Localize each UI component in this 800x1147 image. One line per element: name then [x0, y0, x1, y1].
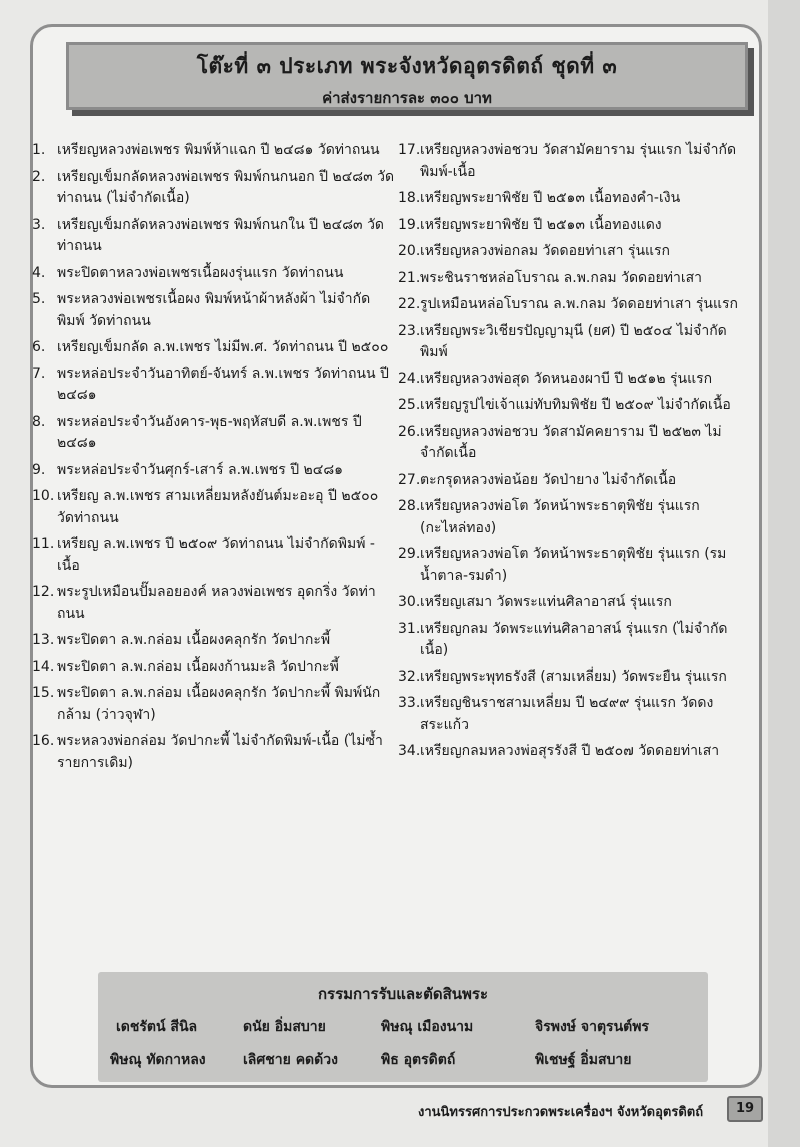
footer-text: งานนิทรรศการประกวดพระเครื่องฯ จังหวัดอุตรดิตถ์ [418, 1105, 704, 1120]
header-banner [66, 42, 748, 110]
committee-member: เลิศชาย คดด้วง [243, 1052, 338, 1068]
item-number: 1. [32, 142, 46, 158]
item-number: 26. [398, 423, 421, 440]
list-item [32, 460, 397, 482]
item-text: ตะกรุดหลวงพ่อน้อย วัดป่ายาง ไม่จำกัดเนื้อ [420, 471, 677, 488]
committee-member: พิเชษฐ์ อิ่มสบาย [535, 1052, 632, 1068]
list-item [398, 321, 743, 364]
list-item [398, 395, 743, 417]
item-number: 30. [398, 594, 421, 610]
item-text: รูปเหมือนหล่อโบราณ ล.พ.กลม วัดดอยท่าเสา รุ่นแรก [420, 296, 739, 312]
list-item [398, 294, 743, 316]
item-text: เหรียญเสมา วัดพระแท่นศิลาอาสน์ รุ่นแรก [420, 594, 672, 610]
list-item [398, 544, 743, 587]
item-number: 12. [32, 584, 55, 600]
item-text: เหรียญพระยาพิชัย ปี ๒๕๑๓ เนื้อทองแดง [420, 216, 662, 233]
item-number: 21. [398, 269, 421, 286]
item-text: เหรียญหลวงพ่อชวบ วัดสามัคคยาราม ปี ๒๕๒๓ ไม่จำกัดเนื้อ [420, 423, 722, 461]
item-text: พระหล่อประจำวันอาทิตย์-จันทร์ ล.พ.เพชร วัดท่าถนน ปี ๒๔๘๑ [57, 365, 389, 403]
list-item [32, 263, 397, 285]
item-number: 17. [398, 142, 421, 158]
item-text: เหรียญหลวงพ่อโต วัดหน้าพระธาตุพิชัย รุ่นแรก (รมน้ำตาล-รมดำ) [420, 546, 727, 584]
committee-box [98, 972, 708, 1082]
page-title: โต๊ะที่ ๓ ประเภท พระจังหวัดอุตรดิตถ์ ชุดที่ ๓ [196, 54, 618, 78]
item-number: 14. [32, 658, 55, 675]
committee-member: เดชรัตน์ สีนิล [116, 1019, 198, 1035]
list-item [398, 619, 743, 662]
item-text: พระปิดตาหลวงพ่อเพชรเนื้อผงรุ่นแรก วัดท่าถนน [57, 264, 344, 281]
item-number: 13. [32, 632, 55, 648]
item-number: 28. [398, 498, 421, 514]
item-number: 23. [398, 322, 421, 339]
list-item [32, 364, 397, 407]
item-text: พระหลวงพ่อกล่อม วัดปากะพี้ ไม่จำกัดพิมพ์-เนื้อ (ไม่ซ้ำรายการเดิม) [57, 733, 383, 771]
list-item [398, 470, 743, 492]
item-text: พระหล่อประจำวันอังคาร-พุธ-พฤหัสบดี ล.พ.เพชร ปี ๒๔๘๑ [57, 413, 362, 451]
list-item [398, 215, 743, 237]
item-text: เหรียญเข็มกลัดหลวงพ่อเพชร พิมพ์กนกใน ปี ๒๔๘๓ วัดท่าถนน [57, 216, 385, 254]
list-item [398, 592, 743, 614]
item-number: 18. [398, 190, 421, 206]
item-text: เหรียญ ล.พ.เพชร ปี ๒๕๐๙ วัดท่าถนน ไม่จำกัดพิมพ์ - เนื้อ [57, 536, 375, 574]
item-number: 7. [32, 365, 46, 382]
list-item [32, 683, 397, 726]
list-item [32, 534, 397, 577]
list-item [32, 140, 397, 162]
list-item [32, 486, 397, 529]
item-number: 32. [398, 668, 421, 685]
list-item [32, 731, 397, 774]
list-item [32, 289, 397, 332]
committee-member: พิษณุ เมืองนาม [381, 1019, 474, 1035]
item-text: เหรียญหลวงพ่อสุด วัดหนองผาบี ปี ๒๕๑๒ รุ่นแรก [420, 370, 713, 387]
item-number: 15. [32, 685, 55, 701]
item-text: พระชินราชหล่อโบราณ ล.พ.กลม วัดดอยท่าเสา [420, 269, 703, 286]
item-number: 9. [32, 461, 46, 478]
committee-member: ดนัย อิ่มสบาย [243, 1019, 326, 1035]
item-number: 11. [32, 536, 55, 552]
item-text: พระปิดตา ล.พ.กล่อม เนื้อผงคลุกรัก วัดปากะพี้ [57, 632, 331, 648]
list-item [32, 412, 397, 455]
item-number: 2. [32, 168, 46, 185]
page-number: 19 [727, 1096, 763, 1122]
item-text: พระรูปเหมือนปั๊มลอยองค์ หลวงพ่อเพชร อุดกริ่ง วัดท่าถนน [57, 584, 376, 622]
item-number: 25. [398, 397, 421, 413]
item-text: เหรียญกลมหลวงพ่อสุรรังสี ปี ๒๕๐๗ วัดดอยท่าเสา [420, 743, 720, 759]
item-number: 20. [398, 243, 421, 259]
item-number: 4. [32, 264, 46, 281]
item-number: 29. [398, 546, 421, 562]
item-text: เหรียญเข็มกลัดหลวงพ่อเพชร พิมพ์กนกนอก ปี ๒๔๘๓ วัดท่าถนน (ไม่จำกัดเนื้อ) [57, 168, 395, 206]
item-text: เหรียญพระวิเชียรปัญญามุนี (ยศ) ปี ๒๕๐๔ ไม่จำกัดพิมพ์ [420, 322, 727, 360]
item-number: 10. [32, 488, 55, 504]
item-number: 34. [398, 743, 421, 759]
item-number: 31. [398, 620, 421, 637]
item-number: 19. [398, 216, 421, 233]
item-number: 33. [398, 695, 421, 711]
item-text: เหรียญกลม วัดพระแท่นศิลาอาสน์ รุ่นแรก (ไม่จำกัดเนื้อ) [420, 620, 728, 658]
list-item [398, 268, 743, 290]
item-text: เหรียญ ล.พ.เพชร สามเหลี่ยมหลังยันต์มะอะอุ ปี ๒๕๐๐ วัดท่าถนน [57, 488, 379, 526]
item-text: เหรียญพระยาพิชัย ปี ๒๕๑๓ เนื้อทองคำ-เงิน [420, 190, 681, 206]
item-text: เหรียญรูปไข่เจ้าแม่ทับทิมพิชัย ปี ๒๕๐๙ ไม่จำกัดเนื้อ [420, 397, 731, 413]
committee-member: พิธ อุตรดิตถ์ [381, 1052, 456, 1068]
item-text: เหรียญพระพุทธรังสี (สามเหลี่ยม) วัดพระยืน รุ่นแรก [420, 668, 727, 685]
item-text: พระปิดตา ล.พ.กล่อม เนื้อผงก้านมะลิ วัดปากะพี้ [57, 658, 339, 675]
list-item [398, 422, 743, 465]
item-text: เหรียญหลวงพ่อชวบ วัดสามัคยาราม รุ่นแรก ไม่จำกัดพิมพ์-เนื้อ [420, 142, 737, 180]
item-number: 16. [32, 733, 55, 749]
list-item [398, 140, 743, 183]
list-item [32, 215, 397, 258]
list-item [398, 741, 743, 763]
item-text: พระหลวงพ่อเพชรเนื้อผง พิมพ์หน้าผ้าหลังผ้า ไม่จำกัดพิมพ์ วัดท่าถนน [57, 291, 371, 329]
item-text: เหรียญชินราชสามเหลี่ยม ปี ๒๔๙๙ รุ่นแรก วัดดงสระแก้ว [420, 695, 714, 733]
item-number: 24. [398, 370, 421, 387]
right-list [398, 140, 743, 768]
list-item [32, 337, 397, 359]
list-item [398, 496, 743, 539]
left-list [32, 140, 397, 779]
list-item [32, 630, 397, 652]
committee-title: กรรมการรับและตัดสินพระ [317, 985, 489, 1003]
list-item [398, 693, 743, 736]
item-text: เหรียญเข็มกลัด ล.พ.เพชร ไม่มีพ.ศ. วัดท่าถนน ปี ๒๕๐๐ [57, 339, 389, 355]
item-text: พระหล่อประจำวันศุกร์-เสาร์ ล.พ.เพชร ปี ๒๔๘๑ [57, 461, 344, 478]
item-number: 6. [32, 339, 46, 355]
item-text: เหรียญหลวงพ่อกลม วัดดอยท่าเสา รุ่นแรก [420, 243, 671, 259]
page-edge [768, 0, 800, 1147]
list-item [398, 369, 743, 391]
item-number: 22. [398, 296, 421, 312]
committee-member: จิรพงษ์ จาตุรนต์พร [535, 1019, 649, 1035]
item-text: เหรียญหลวงพ่อเพชร พิมพ์ห้าแฉก ปี ๒๔๘๑ วัดท่าถนน [57, 142, 380, 158]
list-item [398, 667, 743, 689]
item-text: พระปิดตา ล.พ.กล่อม เนื้อผงคลุกรัก วัดปากะพี้ พิมพ์นักกล้าม (ว่าวจุฬา) [57, 685, 381, 723]
item-number: 8. [32, 413, 46, 430]
committee-member: พิษณุ ทัดกาหลง [110, 1052, 206, 1068]
item-number: 5. [32, 291, 46, 307]
item-text: เหรียญหลวงพ่อโต วัดหน้าพระธาตุพิชัย รุ่นแรก (กะไหล่ทอง) [420, 498, 700, 536]
item-number: 27. [398, 471, 421, 488]
list-item [32, 582, 397, 625]
list-item [32, 657, 397, 679]
item-number: 3. [32, 216, 46, 233]
list-item [398, 241, 743, 263]
page-subtitle: ค่าส่งรายการละ ๓๐๐ บาท [322, 89, 492, 107]
list-item [398, 188, 743, 210]
list-item [32, 167, 397, 210]
